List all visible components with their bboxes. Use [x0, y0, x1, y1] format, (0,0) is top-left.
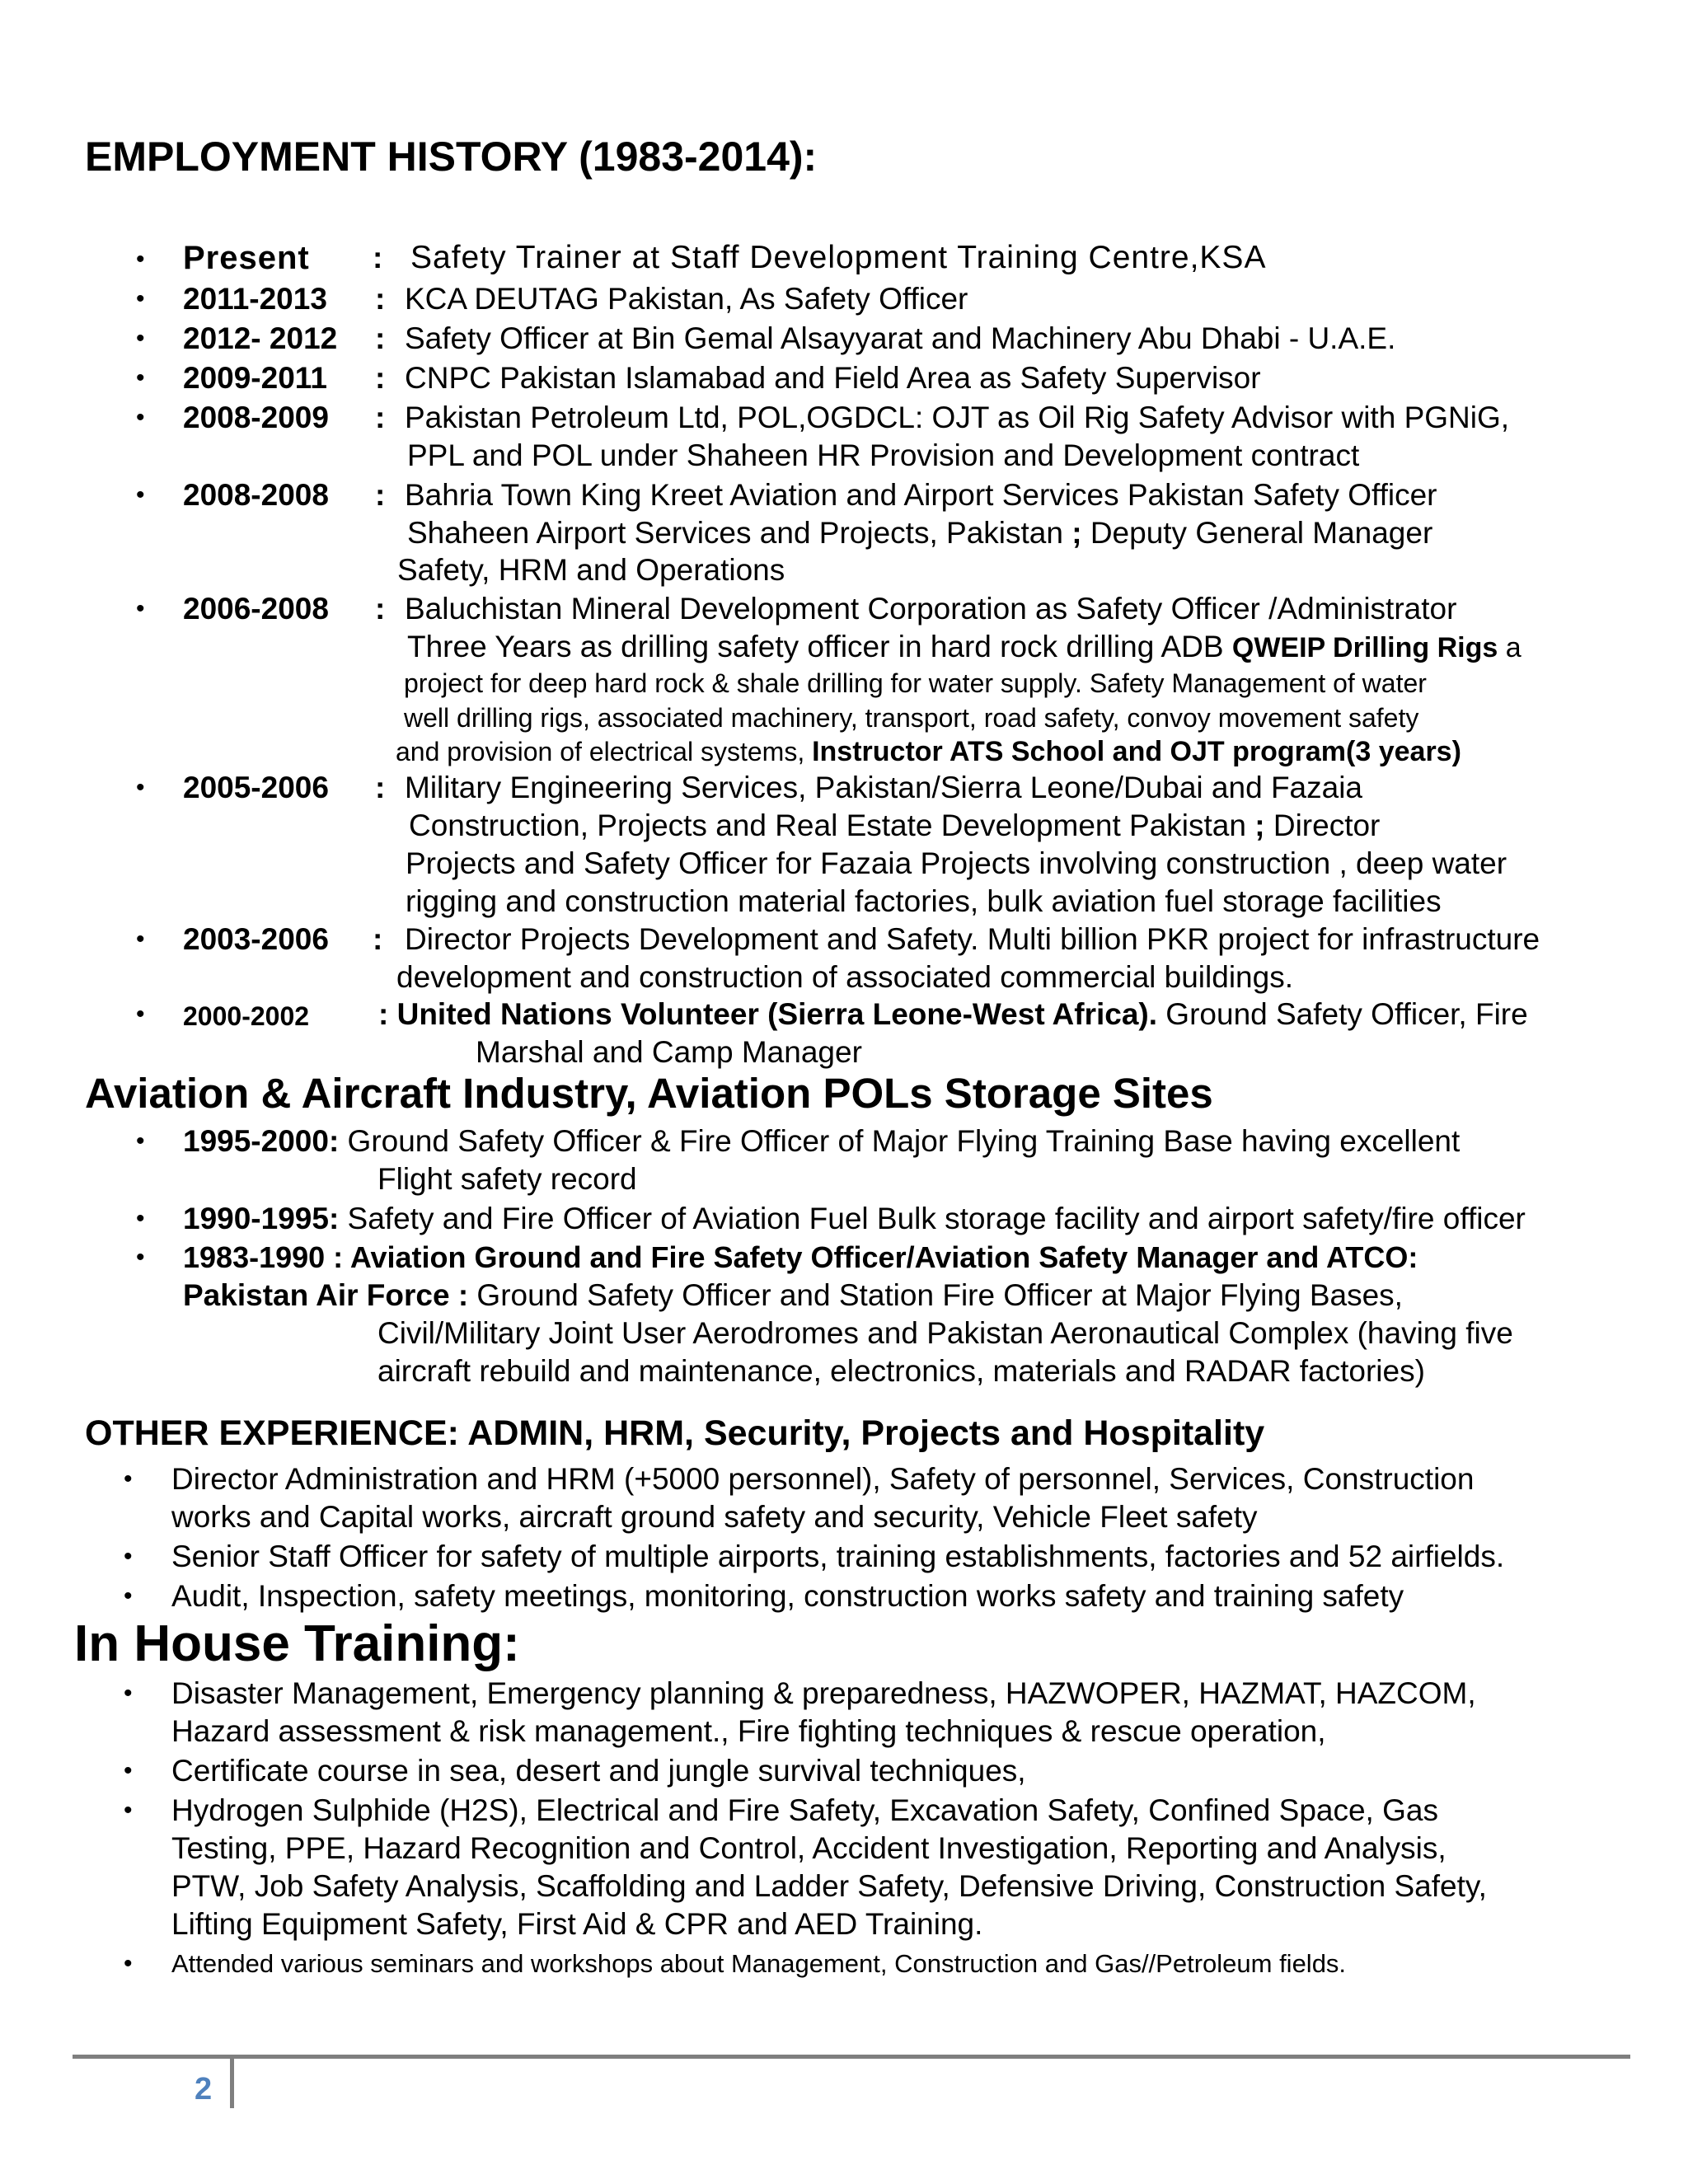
- bullet: •: [136, 1001, 145, 1028]
- colon: :: [375, 771, 386, 804]
- entry-text: development and construction of associated commercial buildings.: [396, 960, 1293, 994]
- colon: :: [373, 241, 383, 274]
- colon: :: [375, 282, 386, 316]
- entry-text: Projects and Safety Officer for Fazaia Projects involving construction , deep water: [406, 846, 1507, 880]
- bullet: •: [124, 1680, 133, 1707]
- other-experience-heading: OTHER EXPERIENCE: ADMIN, HRM, Security, Projects and Hospitality: [85, 1413, 1265, 1453]
- training-text: Lifting Equipment Safety, First Aid & CPR and AED Training.: [171, 1907, 983, 1941]
- employment-heading: EMPLOYMENT HISTORY (1983-2014):: [85, 134, 818, 180]
- entry-years: 2009-2011: [183, 361, 327, 395]
- training-text: PTW, Job Safety Analysis, Scaffolding and Ladder Safety, Defensive Driving, Construction Safety,: [171, 1869, 1487, 1903]
- bullet: •: [136, 285, 145, 312]
- entry-text: Baluchistan Mineral Development Corporation as Safety Officer /Administrator: [405, 592, 1457, 626]
- entry-years: 2003-2006: [183, 922, 329, 956]
- bullet: •: [124, 1757, 133, 1784]
- bullet: •: [136, 325, 145, 352]
- entry-years: 2008-2008: [183, 478, 329, 512]
- semicolon: ;: [1254, 808, 1265, 842]
- colon: :: [378, 997, 389, 1031]
- other-text: works and Capital works, aircraft ground safety and security, Vehicle Fleet safety: [171, 1500, 1258, 1534]
- other-text: Audit, Inspection, safety meetings, monitoring, construction works safety and training safety: [171, 1579, 1404, 1613]
- aviation-text: Flight safety record: [377, 1162, 637, 1196]
- colon: :: [375, 592, 386, 626]
- entry-years: Present: [183, 240, 310, 276]
- footer-rule: [73, 2055, 1630, 2059]
- aviation-text: 1995-2000: Ground Safety Officer & Fire Officer of Major Flying Training Base having excellent: [183, 1124, 1461, 1158]
- bullet: •: [124, 1465, 133, 1493]
- entry-years: 2012- 2012: [183, 321, 338, 355]
- bullet: •: [136, 595, 145, 622]
- bullet: •: [136, 1205, 145, 1232]
- training-text: Certificate course in sea, desert and jungle survival techniques,: [171, 1754, 1026, 1788]
- entry-text: well drilling rigs, associated machinery, transport, road safety, convoy movement safety: [404, 703, 1419, 733]
- bullet: •: [136, 1127, 145, 1155]
- colon: :: [375, 401, 386, 434]
- entry-text: Pakistan Petroleum Ltd, POL,OGDCL: OJT as Oil Rig Safety Advisor with PGNiG,: [405, 401, 1510, 434]
- entry-text: rigging and construction material factories, bulk aviation fuel storage facilities: [406, 884, 1442, 918]
- entry-text: Shaheen Airport Services and Projects, Pakistan ; Deputy General Manager: [407, 516, 1433, 550]
- aviation-text: Civil/Military Joint User Aerodromes and Pakistan Aeronautical Complex (having five: [377, 1316, 1513, 1350]
- entry-text: : United Nations Volunteer (Sierra Leone-West Africa). Ground Safety Officer, Fire: [378, 997, 1528, 1031]
- entry-text: Director Projects Development and Safety. Multi billion PKR project for infrastructure: [405, 922, 1540, 956]
- colon: :: [375, 361, 386, 395]
- training-heading: In House Training:: [74, 1615, 520, 1672]
- entry-years: 2008-2009: [183, 401, 329, 434]
- training-text: Attended various seminars and workshops about Management, Construction and Gas//Petroleum fields.: [171, 1949, 1347, 1978]
- bullet: •: [136, 926, 145, 953]
- bullet: •: [124, 1797, 133, 1824]
- aviation-text: Pakistan Air Force : Ground Safety Officer and Station Fire Officer at Major Flying Bases,: [183, 1278, 1403, 1312]
- bullet: •: [136, 1244, 145, 1271]
- entry-text: Safety Trainer at Staff Development Training Centre,KSA: [410, 240, 1267, 275]
- entry-text: project for deep hard rock & shale drilling for water supply. Safety Management of water: [404, 668, 1427, 698]
- other-text: Director Administration and HRM (+5000 personnel), Safety of personnel, Services, Construction: [171, 1462, 1475, 1496]
- entry-text: Marshal and Camp Manager: [476, 1035, 862, 1069]
- entry-text: Three Years as drilling safety officer in hard rock drilling ADB QWEIP Drilling Rigs a: [407, 630, 1522, 663]
- bullet: •: [136, 481, 145, 509]
- bullet: •: [124, 1543, 133, 1570]
- training-text: Testing, PPE, Hazard Recognition and Control, Accident Investigation, Reporting and Analysis,: [171, 1831, 1447, 1865]
- page-number: 2: [195, 2072, 213, 2107]
- bullet: •: [124, 1950, 133, 1977]
- bullet: •: [124, 1582, 133, 1610]
- entry-text: Military Engineering Services, Pakistan/Sierra Leone/Dubai and Fazaia: [405, 771, 1362, 804]
- training-text: Disaster Management, Emergency planning & preparedness, HAZWOPER, HAZMAT, HAZCOM,: [171, 1676, 1476, 1710]
- entry-years: 2006-2008: [183, 592, 329, 626]
- entry-text: Construction, Projects and Real Estate Development Pakistan ; Director: [409, 808, 1381, 842]
- entry-text: Safety Officer at Bin Gemal Alsayyarat and Machinery Abu Dhabi - U.A.E.: [405, 321, 1396, 355]
- colon: :: [375, 478, 386, 512]
- entry-years: 2005-2006: [183, 771, 329, 804]
- entry-years: 2000-2002: [183, 1001, 310, 1031]
- bullet: •: [136, 246, 145, 273]
- entry-text: CNPC Pakistan Islamabad and Field Area as Safety Supervisor: [405, 361, 1261, 395]
- entry-text: PPL and POL under Shaheen HR Provision and Development contract: [407, 438, 1360, 472]
- aviation-text: aircraft rebuild and maintenance, electronics, materials and RADAR factories): [377, 1354, 1425, 1388]
- aviation-heading: Aviation & Aircraft Industry, Aviation POLs Storage Sites: [85, 1070, 1213, 1117]
- entry-text: Bahria Town King Kreet Aviation and Airport Services Pakistan Safety Officer: [405, 478, 1437, 512]
- entry-text: KCA DEUTAG Pakistan, As Safety Officer: [405, 282, 968, 316]
- training-text: Hydrogen Sulphide (H2S), Electrical and Fire Safety, Excavation Safety, Confined Space, Gas: [171, 1793, 1438, 1827]
- entry-years: 2011-2013: [183, 282, 327, 316]
- bullet: •: [136, 364, 145, 391]
- bullet: •: [136, 774, 145, 801]
- entry-text: Safety, HRM and Operations: [397, 553, 785, 587]
- training-text: Hazard assessment & risk management., Fire fighting techniques & rescue operation,: [171, 1714, 1326, 1748]
- aviation-text: 1983-1990 : Aviation Ground and Fire Safety Officer/Aviation Safety Manager and ATCO:: [183, 1240, 1418, 1274]
- entry-text: and provision of electrical systems, Instructor ATS School and OJT program(3 years): [396, 736, 1461, 767]
- semicolon: ;: [1071, 516, 1082, 550]
- colon: :: [375, 321, 386, 355]
- colon: :: [373, 922, 383, 956]
- bullet: •: [136, 404, 145, 431]
- aviation-text: 1990-1995: Safety and Fire Officer of Aviation Fuel Bulk storage facility and airport safety/fire officer: [183, 1202, 1526, 1235]
- footer-divider: [230, 2057, 234, 2108]
- other-text: Senior Staff Officer for safety of multiple airports, training establishments, factories and 52 airfields.: [171, 1540, 1505, 1573]
